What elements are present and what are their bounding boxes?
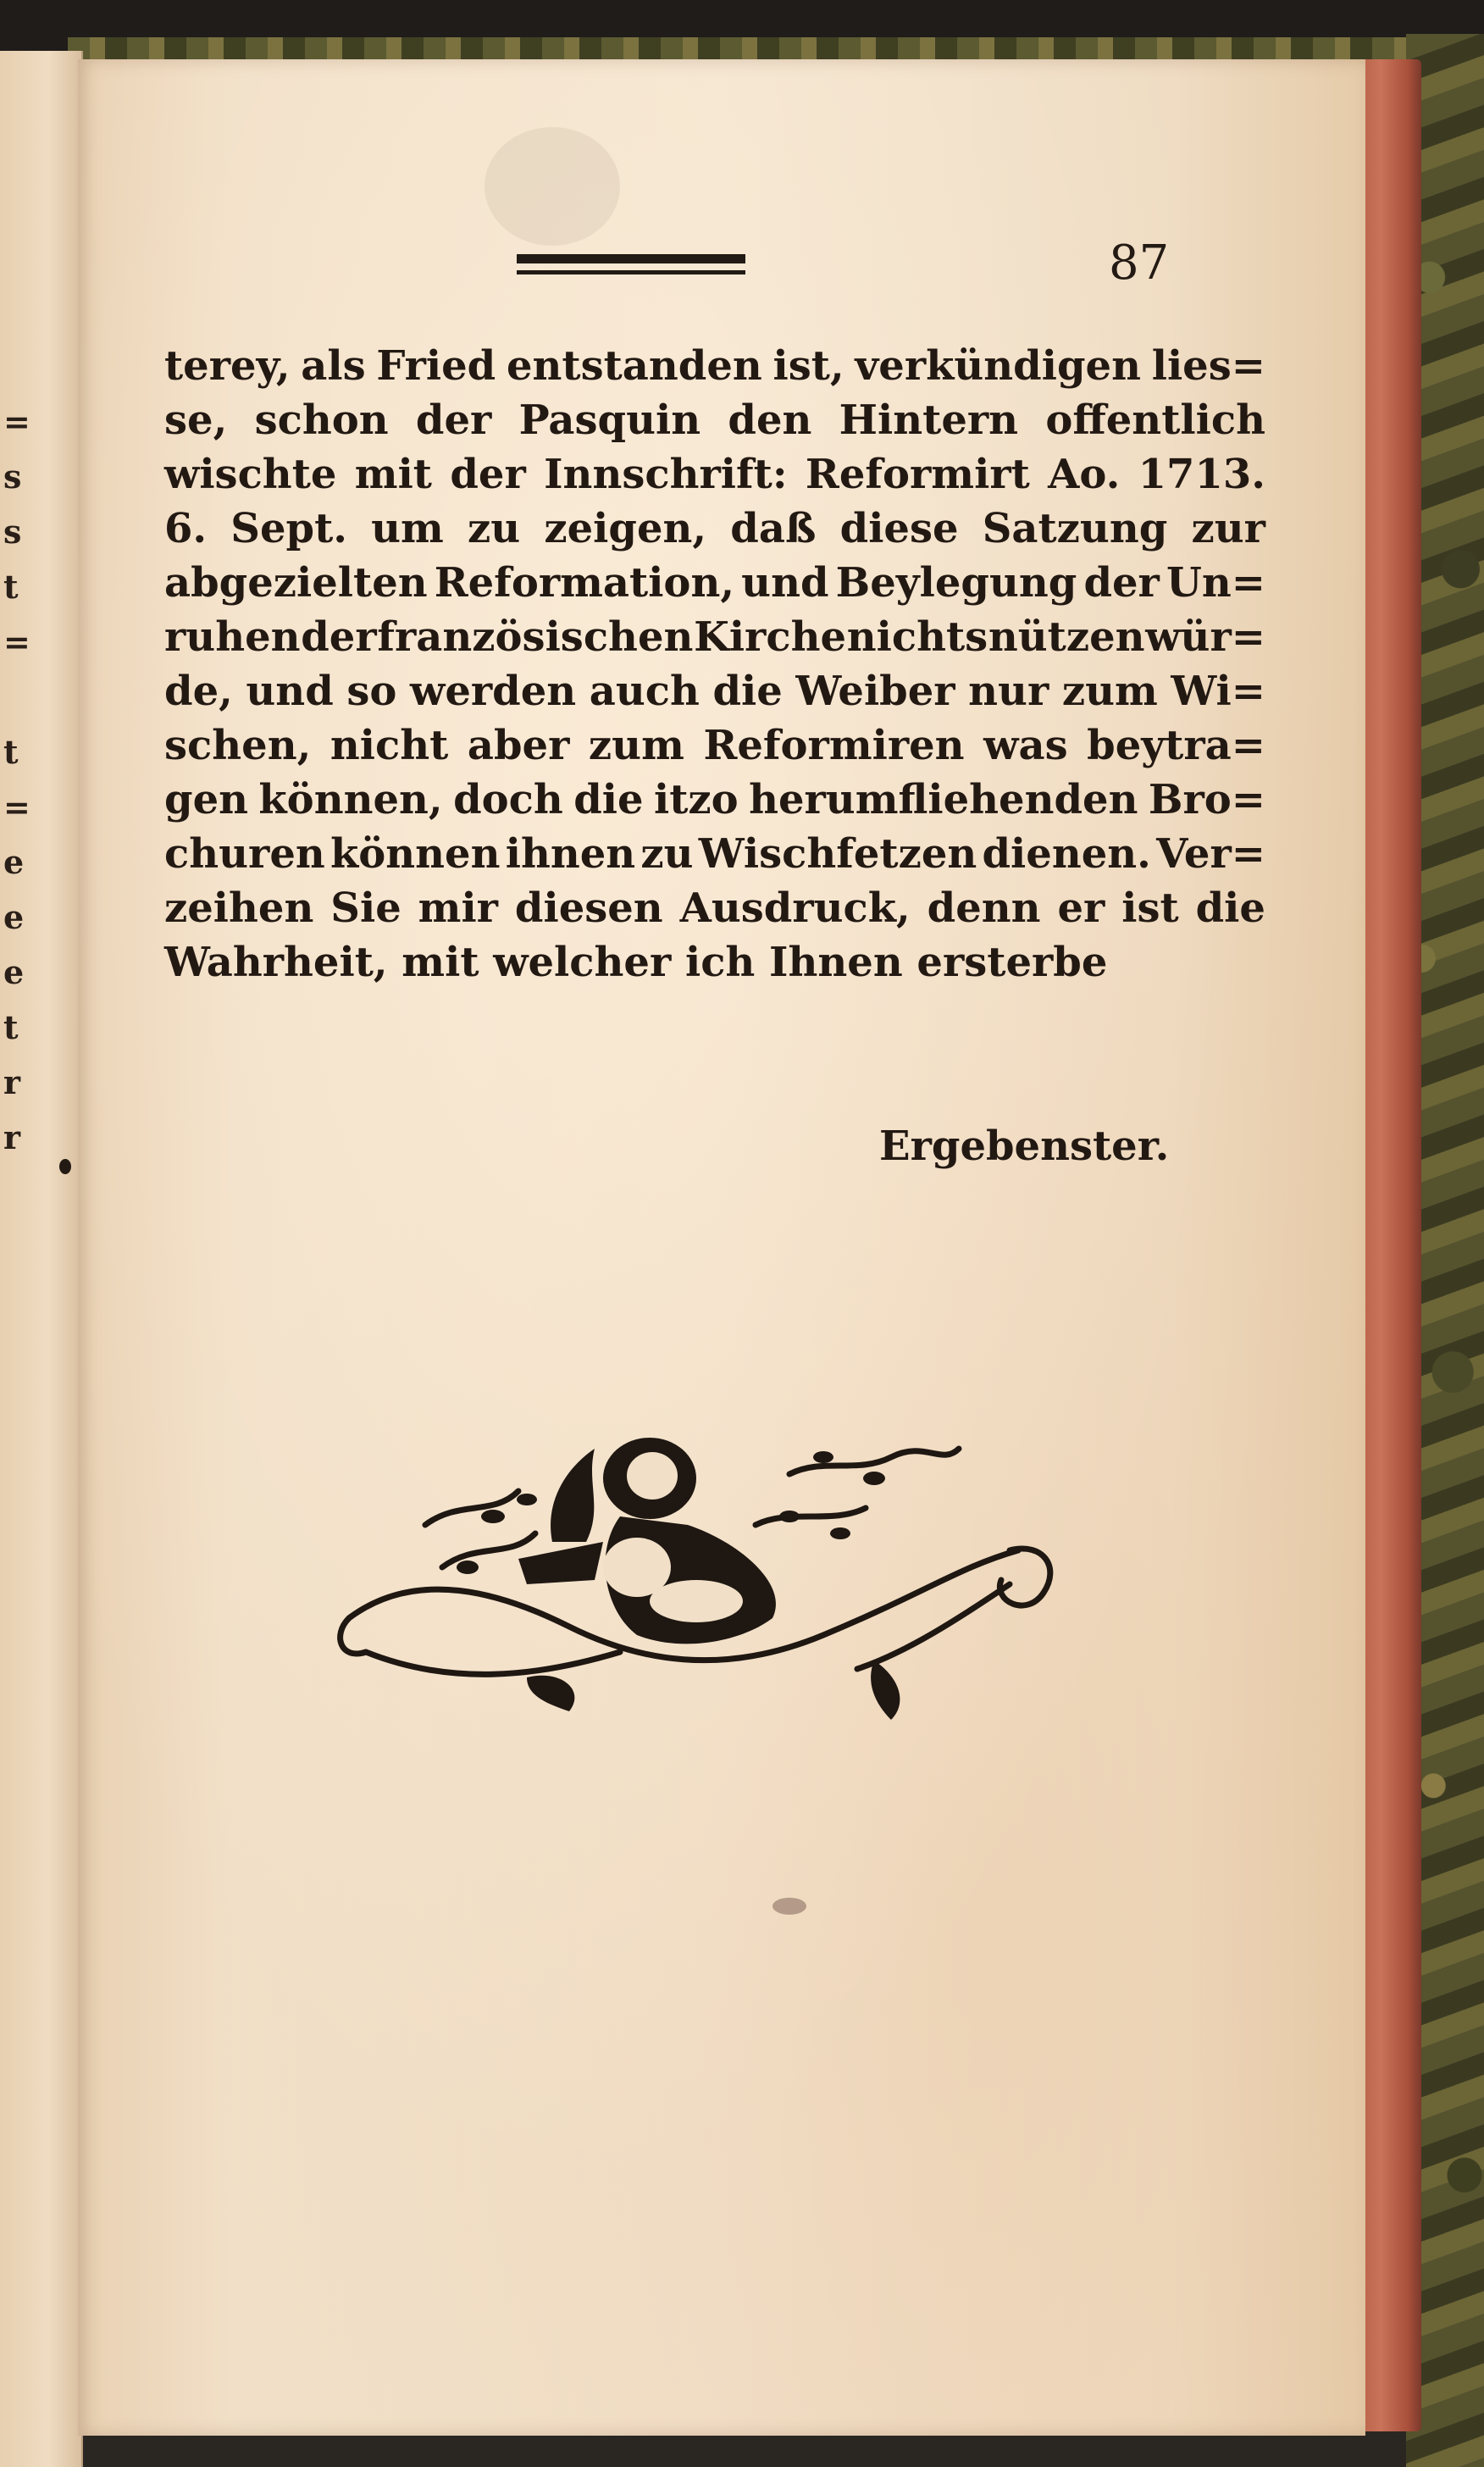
word: Innschrift: [544, 451, 788, 498]
text-line [164, 502, 1265, 556]
word: können, [258, 776, 443, 823]
word: Hintern [839, 396, 1019, 444]
word: französischen [377, 613, 694, 661]
foxing-stain [772, 1898, 806, 1915]
fragment: s [3, 513, 22, 551]
word: diese [839, 505, 959, 552]
word: daß [730, 505, 817, 552]
word: Wi= [1171, 668, 1265, 715]
text-line [164, 610, 1265, 664]
word: itzo [653, 776, 739, 823]
foxing-stain [485, 127, 620, 246]
text-line [164, 881, 1265, 935]
word: terey, [164, 342, 291, 390]
fragment: t [3, 568, 19, 606]
word: Fried [376, 342, 496, 390]
facing-page-fragments [3, 394, 29, 1165]
fragment [3, 669, 29, 724]
word: auch [589, 668, 700, 715]
word: diesen [514, 884, 663, 932]
word: denn [927, 884, 1041, 932]
header-rule-thick [517, 254, 745, 263]
word: Satzung [982, 505, 1168, 552]
word: werden [410, 668, 577, 715]
book-page [78, 59, 1365, 2436]
header-rule-thin [517, 270, 745, 274]
word: ist [1121, 884, 1179, 932]
word: zu [640, 830, 694, 878]
word: Wischfetzen [698, 830, 977, 878]
word: mir [418, 884, 498, 932]
word: Ausdruck, [679, 884, 911, 932]
fragment: t [3, 733, 19, 771]
word: zeigen, [544, 505, 707, 552]
word: nichts [846, 613, 988, 661]
word: churen [164, 830, 325, 878]
word: se, [164, 396, 228, 444]
fragment: e [3, 953, 25, 991]
word: gen [164, 776, 248, 823]
word: mit [354, 451, 432, 498]
fragment: r [3, 1118, 21, 1156]
word: der [301, 613, 377, 661]
word: nützen [988, 613, 1145, 661]
word: ihnen [505, 830, 636, 878]
word: schen, [164, 722, 312, 769]
fragment: = [3, 788, 30, 826]
closing-signature: Ergebenster. [879, 1123, 1170, 1170]
fragment: s [3, 457, 22, 496]
word: Bro= [1148, 776, 1265, 823]
word: Reformiren [703, 722, 965, 769]
word: zur [1191, 505, 1265, 552]
word: der [415, 396, 492, 444]
word: Ao. [1048, 451, 1121, 498]
word: entstanden [506, 342, 762, 390]
word: Un= [1166, 559, 1265, 607]
word: verkündigen [855, 342, 1141, 390]
word: wür= [1145, 613, 1265, 661]
facing-page-sliver [0, 51, 83, 2467]
ink-dot [59, 1159, 71, 1174]
text-line [164, 339, 1265, 393]
word: lies= [1151, 342, 1265, 390]
word: die [712, 668, 783, 715]
cherub-with-basket-vignette-icon [315, 1398, 1077, 1754]
word: um [371, 505, 444, 552]
text-line [164, 827, 1265, 881]
word: Ver= [1156, 830, 1265, 878]
text-line [164, 556, 1265, 610]
word: Pasquin [518, 396, 701, 444]
word: zum [588, 722, 684, 769]
word: zeihen [164, 884, 314, 932]
word: ruhen [164, 613, 301, 661]
word: die [573, 776, 644, 823]
word: ist, [772, 342, 844, 390]
word: doch [453, 776, 563, 823]
word: 6. [164, 505, 208, 552]
word: herumfliehenden [749, 776, 1138, 823]
text-line [164, 447, 1265, 502]
fragment: = [3, 402, 30, 441]
fragment: e [3, 843, 25, 881]
word: Weiber [795, 668, 955, 715]
text-line [164, 664, 1265, 718]
text-line [164, 393, 1265, 447]
word: Kirche [694, 613, 846, 661]
word: der [450, 451, 526, 498]
word: schon [254, 396, 389, 444]
word: Sie [330, 884, 401, 932]
word: abgezielten [164, 559, 428, 607]
fragment: = [3, 623, 30, 661]
fragment: r [3, 1063, 21, 1101]
text-line: Wahrheit, mit welcher ich Ihnen ersterbe [164, 939, 1108, 986]
word: der [1083, 559, 1160, 607]
word: 1713. [1138, 451, 1265, 498]
text-line [164, 718, 1265, 773]
word: dienen. [982, 830, 1151, 878]
word: beytra= [1087, 722, 1265, 769]
word: was [983, 722, 1068, 769]
fragment: e [3, 898, 25, 936]
fragment: t [3, 1008, 19, 1046]
word: als [301, 342, 366, 390]
word: de, [164, 668, 233, 715]
body-text [164, 339, 1265, 990]
word: er [1057, 884, 1105, 932]
word: nicht [329, 722, 449, 769]
word: Sept. [230, 505, 347, 552]
word: zu [468, 505, 521, 552]
text-line [164, 773, 1265, 827]
word: zum [1061, 668, 1158, 715]
word: die [1195, 884, 1265, 932]
word: offentlich [1045, 396, 1265, 444]
word: so [346, 668, 397, 715]
word: und [246, 668, 334, 715]
word: Beylegung [835, 559, 1077, 607]
word: wischte [164, 451, 337, 498]
word: nur [968, 668, 1049, 715]
page-number: 87 [1109, 236, 1170, 291]
word: aber [467, 722, 570, 769]
word: können [329, 830, 501, 878]
word: den [728, 396, 812, 444]
word: Reformation, [434, 559, 735, 607]
word: Reformirt [805, 451, 1030, 498]
word: und [741, 559, 829, 607]
